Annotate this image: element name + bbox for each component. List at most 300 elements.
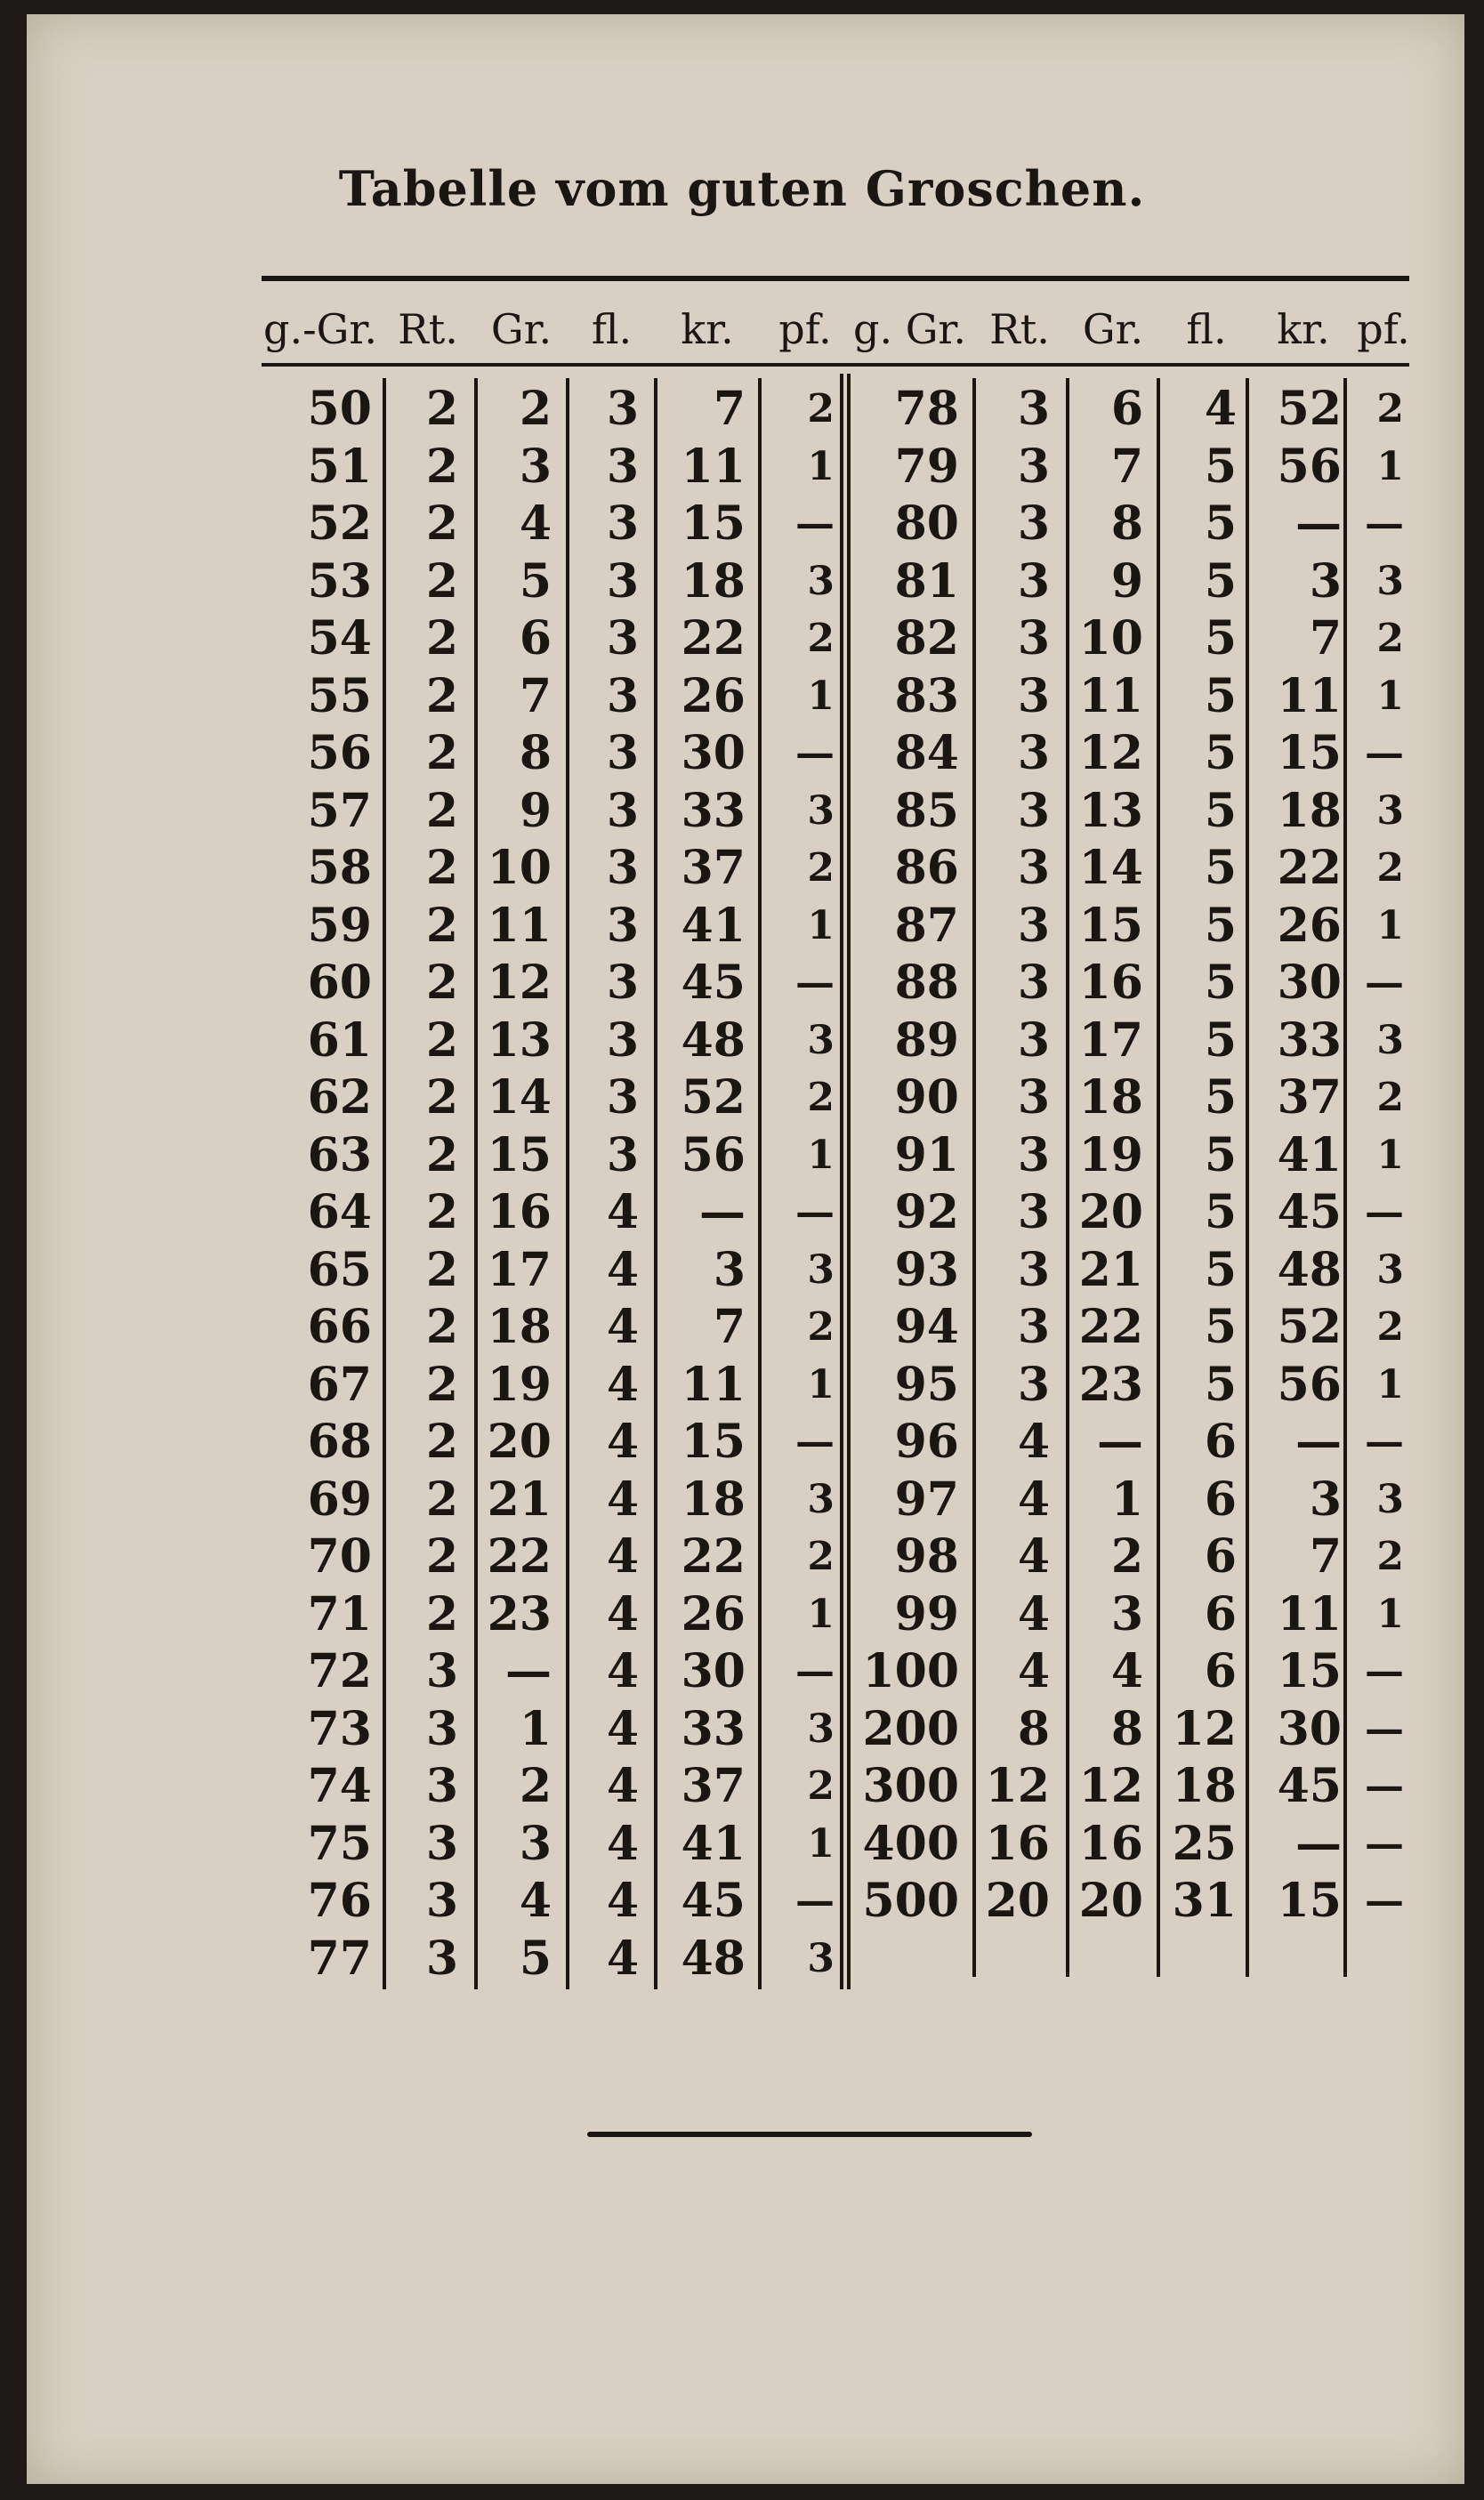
right-cell: 2 xyxy=(1376,616,1404,661)
right-cell: 92 xyxy=(894,1185,959,1239)
left-cell: 71 xyxy=(307,1586,372,1641)
left-cell: 1 xyxy=(807,443,835,489)
right-cell: 6 xyxy=(1204,1644,1237,1698)
right-cell: — xyxy=(1295,1816,1342,1871)
left-cell: 1 xyxy=(519,1701,552,1756)
right-cell: 3 xyxy=(1017,553,1050,609)
left-cell: 21 xyxy=(487,1472,552,1527)
right-cell: 4 xyxy=(1204,382,1237,436)
left-cell: 7 xyxy=(519,668,552,723)
left-cell: 1 xyxy=(807,902,835,948)
left-column-rule xyxy=(474,378,478,1989)
right-cell: 85 xyxy=(894,783,959,838)
right-cell: 5 xyxy=(1204,496,1237,551)
right-cell: 400 xyxy=(862,1816,959,1871)
right-cell: 11 xyxy=(1277,1586,1342,1641)
left-cell: 50 xyxy=(307,382,372,436)
left-cell: — xyxy=(795,1419,835,1464)
right-cell: — xyxy=(1365,1820,1404,1867)
left-cell: 14 xyxy=(487,1070,552,1125)
left-cell: 68 xyxy=(307,1415,372,1469)
right-cell: 4 xyxy=(1017,1472,1050,1527)
left-cell: — xyxy=(795,960,835,1005)
right-cell: 88 xyxy=(894,956,959,1010)
left-cell: 7 xyxy=(713,1300,746,1354)
left-cell: 2 xyxy=(425,496,458,551)
left-cell: 64 xyxy=(307,1185,372,1239)
left-cell: 4 xyxy=(606,1931,639,1986)
right-cell: 33 xyxy=(1277,1012,1342,1068)
left-column-rule xyxy=(383,378,386,1989)
right-cell: 5 xyxy=(1204,1070,1237,1125)
right-cell: 9 xyxy=(1110,553,1143,609)
center-rule xyxy=(840,374,843,1989)
left-cell: 3 xyxy=(606,1012,639,1068)
left-header-4: kr. xyxy=(681,305,734,353)
left-cell: 12 xyxy=(487,956,552,1010)
left-cell: — xyxy=(795,1878,835,1923)
right-cell: 4 xyxy=(1017,1644,1050,1698)
left-cell: 58 xyxy=(307,841,372,895)
right-cell: 31 xyxy=(1172,1874,1237,1928)
left-cell: — xyxy=(795,1190,835,1235)
right-header-5: pf. xyxy=(1357,305,1410,353)
right-cell: 1 xyxy=(1376,1361,1404,1407)
right-cell: 48 xyxy=(1277,1242,1342,1297)
left-cell: — xyxy=(795,1649,835,1694)
right-cell: 3 xyxy=(1017,668,1050,723)
right-cell: 5 xyxy=(1204,1300,1237,1354)
top-rule xyxy=(262,276,1409,281)
left-cell: 3 xyxy=(519,1816,552,1871)
left-cell: 52 xyxy=(307,496,372,551)
left-cell: 15 xyxy=(487,1127,552,1182)
closing-ornament xyxy=(587,2132,1032,2137)
right-cell: 5 xyxy=(1204,439,1237,494)
right-cell: 3 xyxy=(1017,1357,1050,1412)
left-cell: 73 xyxy=(307,1701,372,1756)
right-cell: 20 xyxy=(985,1874,1050,1928)
left-cell: 26 xyxy=(681,668,746,723)
right-cell: 3 xyxy=(1017,1300,1050,1354)
right-cell: 4 xyxy=(1017,1529,1050,1584)
right-cell: 2 xyxy=(1376,1304,1404,1350)
left-cell: 67 xyxy=(307,1357,372,1412)
left-cell: 37 xyxy=(681,841,746,895)
right-cell: 6 xyxy=(1204,1529,1237,1584)
right-cell: 84 xyxy=(894,726,959,780)
left-cell: 3 xyxy=(606,898,639,953)
left-cell: 60 xyxy=(307,956,372,1010)
left-cell: 2 xyxy=(807,1075,835,1120)
left-cell: 3 xyxy=(807,1706,835,1752)
right-cell: 4 xyxy=(1017,1415,1050,1469)
left-cell: 3 xyxy=(606,956,639,1010)
right-cell: 19 xyxy=(1078,1127,1143,1182)
left-cell: 3 xyxy=(807,1246,835,1293)
right-cell: — xyxy=(1365,1419,1404,1464)
right-cell: 3 xyxy=(1309,1472,1342,1527)
left-cell: 8 xyxy=(519,726,552,780)
left-cell: 1 xyxy=(807,1820,835,1867)
right-cell: 52 xyxy=(1277,1300,1342,1354)
right-cell: 97 xyxy=(894,1472,959,1527)
left-cell: 4 xyxy=(606,1300,639,1354)
left-cell: 66 xyxy=(307,1300,372,1354)
right-cell: 8 xyxy=(1110,496,1143,551)
right-cell: 2 xyxy=(1110,1529,1143,1584)
left-cell: 33 xyxy=(681,1701,746,1756)
left-cell: 2 xyxy=(425,783,458,838)
right-cell: 6 xyxy=(1204,1415,1237,1469)
left-cell: 1 xyxy=(807,673,835,719)
left-cell: 1 xyxy=(807,1361,835,1407)
right-cell: 96 xyxy=(894,1415,959,1469)
right-cell: 93 xyxy=(894,1242,959,1297)
right-cell: 3 xyxy=(1376,1246,1404,1293)
right-cell: 2 xyxy=(1376,1075,1404,1120)
right-cell: 80 xyxy=(894,496,959,551)
right-cell: 91 xyxy=(894,1127,959,1182)
right-cell: — xyxy=(1365,1706,1404,1752)
right-cell: 3 xyxy=(1017,783,1050,838)
right-header-1: Rt. xyxy=(989,305,1050,353)
left-cell: 2 xyxy=(425,382,458,436)
left-cell: 11 xyxy=(681,1357,746,1412)
left-cell: 2 xyxy=(425,1012,458,1068)
right-cell: 6 xyxy=(1204,1472,1237,1527)
right-cell: 3 xyxy=(1017,1242,1050,1297)
right-cell: 30 xyxy=(1277,1701,1342,1756)
right-cell: 12 xyxy=(1078,1759,1143,1813)
right-header-2: Gr. xyxy=(1082,305,1144,353)
left-cell: 3 xyxy=(425,1759,458,1813)
right-cell: 11 xyxy=(1078,668,1143,723)
right-cell: 4 xyxy=(1110,1644,1143,1698)
left-header-1: Rt. xyxy=(398,305,458,353)
right-cell: 15 xyxy=(1277,726,1342,780)
left-cell: — xyxy=(505,1644,552,1698)
left-cell: 76 xyxy=(307,1874,372,1928)
right-cell: — xyxy=(1365,501,1404,546)
left-cell: 4 xyxy=(606,1415,639,1469)
right-cell: 30 xyxy=(1277,956,1342,1010)
left-cell: 2 xyxy=(425,1070,458,1125)
right-cell: — xyxy=(1097,1415,1143,1469)
left-cell: 45 xyxy=(681,956,746,1010)
right-column-rule xyxy=(1343,378,1347,1977)
left-cell: 53 xyxy=(307,553,372,609)
right-cell: 3 xyxy=(1017,1070,1050,1125)
right-cell: 3 xyxy=(1017,496,1050,551)
right-cell: 5 xyxy=(1204,611,1237,665)
left-cell: 4 xyxy=(606,1357,639,1412)
left-cell: 6 xyxy=(519,611,552,665)
left-cell: 2 xyxy=(807,1534,835,1579)
right-cell: — xyxy=(1365,1763,1404,1809)
left-cell: 2 xyxy=(425,956,458,1010)
right-cell: 98 xyxy=(894,1529,959,1584)
left-cell: 2 xyxy=(425,668,458,723)
right-cell: 5 xyxy=(1204,841,1237,895)
left-cell: 2 xyxy=(425,553,458,609)
right-cell: 22 xyxy=(1078,1300,1143,1354)
left-cell: 2 xyxy=(807,1763,835,1809)
left-cell: 3 xyxy=(519,439,552,494)
right-cell: 12 xyxy=(985,1759,1050,1813)
left-cell: 3 xyxy=(606,726,639,780)
left-cell: 41 xyxy=(681,898,746,953)
right-cell: 45 xyxy=(1277,1759,1342,1813)
right-column-rule xyxy=(972,378,976,1977)
left-cell: 37 xyxy=(681,1759,746,1813)
left-cell: — xyxy=(795,730,835,776)
left-cell: 2 xyxy=(425,611,458,665)
right-cell: 3 xyxy=(1110,1586,1143,1641)
left-column-rule xyxy=(566,378,569,1989)
right-cell: 6 xyxy=(1110,382,1143,436)
left-cell: 3 xyxy=(606,439,639,494)
left-cell: 4 xyxy=(606,1586,639,1641)
right-cell: 99 xyxy=(894,1586,959,1641)
right-cell: 1 xyxy=(1376,1591,1404,1637)
left-cell: 51 xyxy=(307,439,372,494)
right-cell: 20 xyxy=(1078,1185,1143,1239)
right-cell: 5 xyxy=(1204,1127,1237,1182)
left-cell: 57 xyxy=(307,783,372,838)
left-cell: 20 xyxy=(487,1415,552,1469)
right-cell: 81 xyxy=(894,553,959,609)
right-cell: 82 xyxy=(894,611,959,665)
header-rule xyxy=(262,363,1409,367)
left-cell: 74 xyxy=(307,1759,372,1813)
left-cell: 54 xyxy=(307,611,372,665)
right-cell: 3 xyxy=(1376,1017,1404,1063)
left-cell: 4 xyxy=(606,1472,639,1527)
right-cell: 3 xyxy=(1017,956,1050,1010)
right-cell: 95 xyxy=(894,1357,959,1412)
right-cell: 14 xyxy=(1078,841,1143,895)
left-cell: 22 xyxy=(681,1529,746,1584)
right-cell: 15 xyxy=(1277,1874,1342,1928)
right-header-3: fl. xyxy=(1186,305,1227,353)
right-column-rule xyxy=(1246,378,1249,1977)
left-cell: 4 xyxy=(606,1644,639,1698)
left-cell: 3 xyxy=(713,1242,746,1297)
right-cell: 7 xyxy=(1110,439,1143,494)
left-cell: 15 xyxy=(681,1415,746,1469)
left-column-rule xyxy=(654,378,657,1989)
left-cell: 10 xyxy=(487,841,552,895)
left-cell: 3 xyxy=(425,1874,458,1928)
left-cell: 2 xyxy=(425,1127,458,1182)
left-cell: 3 xyxy=(807,1017,835,1063)
right-cell: 5 xyxy=(1204,1242,1237,1297)
left-header-0: g.-Gr. xyxy=(263,305,377,353)
left-cell: 62 xyxy=(307,1070,372,1125)
right-cell: 5 xyxy=(1204,726,1237,780)
left-cell: 30 xyxy=(681,726,746,780)
right-cell: 18 xyxy=(1277,783,1342,838)
right-cell: 5 xyxy=(1204,783,1237,838)
left-cell: 77 xyxy=(307,1931,372,1986)
right-cell: — xyxy=(1295,496,1342,551)
left-cell: 61 xyxy=(307,1012,372,1068)
right-cell: 3 xyxy=(1376,558,1404,604)
right-cell: 56 xyxy=(1277,439,1342,494)
right-cell: 500 xyxy=(862,1874,959,1928)
right-cell: 2 xyxy=(1376,386,1404,431)
right-cell: 15 xyxy=(1078,898,1143,953)
left-cell: 22 xyxy=(487,1529,552,1584)
left-cell: 2 xyxy=(519,1759,552,1813)
right-cell: 15 xyxy=(1277,1644,1342,1698)
left-header-5: pf. xyxy=(778,305,832,353)
right-cell: 3 xyxy=(1017,1012,1050,1068)
right-header-4: kr. xyxy=(1277,305,1330,353)
right-cell: 3 xyxy=(1376,1476,1404,1522)
right-cell: 11 xyxy=(1277,668,1342,723)
right-cell: 13 xyxy=(1078,783,1143,838)
left-cell: 13 xyxy=(487,1012,552,1068)
right-cell: 1 xyxy=(1376,902,1404,948)
left-cell: 2 xyxy=(425,841,458,895)
left-cell: 3 xyxy=(606,611,639,665)
left-cell: 33 xyxy=(681,783,746,838)
left-cell: 2 xyxy=(807,386,835,431)
right-cell: 25 xyxy=(1172,1816,1237,1871)
left-cell: 2 xyxy=(425,1586,458,1641)
right-cell: — xyxy=(1365,1878,1404,1923)
left-cell: 2 xyxy=(425,1242,458,1297)
right-cell: 4 xyxy=(1017,1586,1050,1641)
left-cell: 3 xyxy=(807,1935,835,1981)
left-cell: 75 xyxy=(307,1816,372,1871)
left-cell: 26 xyxy=(681,1586,746,1641)
left-cell: 5 xyxy=(519,553,552,609)
left-cell: 2 xyxy=(425,1357,458,1412)
right-cell: 3 xyxy=(1017,1185,1050,1239)
left-cell: 4 xyxy=(606,1529,639,1584)
left-cell: 48 xyxy=(681,1012,746,1068)
left-cell: 3 xyxy=(807,787,835,834)
left-cell: 55 xyxy=(307,668,372,723)
left-cell: 2 xyxy=(425,726,458,780)
right-cell: 200 xyxy=(862,1701,959,1756)
page-title: Tabelle vom guten Groschen. xyxy=(338,160,1146,217)
right-cell: 45 xyxy=(1277,1185,1342,1239)
right-cell: 3 xyxy=(1017,726,1050,780)
left-cell: 2 xyxy=(425,1185,458,1239)
left-cell: 4 xyxy=(606,1816,639,1871)
left-header-2: Gr. xyxy=(490,305,552,353)
left-cell: 23 xyxy=(487,1586,552,1641)
left-cell: 72 xyxy=(307,1644,372,1698)
right-cell: 90 xyxy=(894,1070,959,1125)
left-cell: 56 xyxy=(307,726,372,780)
right-cell: 3 xyxy=(1017,439,1050,494)
right-cell: 3 xyxy=(1017,611,1050,665)
left-column-rule xyxy=(758,378,762,1989)
left-cell: 2 xyxy=(425,1472,458,1527)
right-cell: 56 xyxy=(1277,1357,1342,1412)
left-cell: 3 xyxy=(606,1127,639,1182)
right-cell: 8 xyxy=(1110,1701,1143,1756)
right-cell: 1 xyxy=(1376,1132,1404,1178)
right-cell: 16 xyxy=(985,1816,1050,1871)
right-cell: 300 xyxy=(862,1759,959,1813)
left-cell: — xyxy=(795,501,835,546)
right-cell: — xyxy=(1365,960,1404,1005)
left-cell: 2 xyxy=(425,898,458,953)
right-cell: 22 xyxy=(1277,841,1342,895)
left-cell: 3 xyxy=(425,1701,458,1756)
left-cell: 52 xyxy=(681,1070,746,1125)
right-cell: 3 xyxy=(1017,1127,1050,1182)
right-cell: 16 xyxy=(1078,1816,1143,1871)
left-cell: 65 xyxy=(307,1242,372,1297)
left-cell: 3 xyxy=(807,558,835,604)
left-cell: 3 xyxy=(606,553,639,609)
right-cell: 3 xyxy=(1309,553,1342,609)
left-cell: 3 xyxy=(425,1816,458,1871)
left-cell: 4 xyxy=(606,1874,639,1928)
left-cell: 3 xyxy=(425,1931,458,1986)
right-cell: 3 xyxy=(1017,898,1050,953)
right-cell: 86 xyxy=(894,841,959,895)
left-cell: 3 xyxy=(606,496,639,551)
left-cell: 30 xyxy=(681,1644,746,1698)
right-cell: 87 xyxy=(894,898,959,953)
right-cell: 5 xyxy=(1204,1185,1237,1239)
right-cell: 41 xyxy=(1277,1127,1342,1182)
right-cell: 83 xyxy=(894,668,959,723)
right-cell: — xyxy=(1365,1649,1404,1694)
right-cell: 18 xyxy=(1078,1070,1143,1125)
left-cell: 70 xyxy=(307,1529,372,1584)
left-cell: 19 xyxy=(487,1357,552,1412)
left-cell: 2 xyxy=(425,439,458,494)
right-cell: 12 xyxy=(1078,726,1143,780)
left-cell: 2 xyxy=(519,382,552,436)
right-cell: 1 xyxy=(1110,1472,1143,1527)
left-cell: 4 xyxy=(606,1701,639,1756)
left-cell: 3 xyxy=(606,783,639,838)
left-cell: 48 xyxy=(681,1931,746,1986)
right-cell: 8 xyxy=(1017,1701,1050,1756)
right-cell: 17 xyxy=(1078,1012,1143,1068)
left-cell: 1 xyxy=(807,1132,835,1178)
right-column-rule xyxy=(1157,378,1160,1977)
right-cell: 26 xyxy=(1277,898,1342,953)
left-cell: 15 xyxy=(681,496,746,551)
right-cell: 20 xyxy=(1078,1874,1143,1928)
right-cell: 16 xyxy=(1078,956,1143,1010)
left-cell: 18 xyxy=(681,553,746,609)
right-cell: 5 xyxy=(1204,956,1237,1010)
left-cell: 9 xyxy=(519,783,552,838)
right-cell: 5 xyxy=(1204,553,1237,609)
left-cell: 2 xyxy=(425,1415,458,1469)
right-cell: 7 xyxy=(1309,611,1342,665)
left-cell: 3 xyxy=(425,1644,458,1698)
left-cell: 2 xyxy=(425,1300,458,1354)
right-cell: 89 xyxy=(894,1012,959,1068)
left-cell: 56 xyxy=(681,1127,746,1182)
left-cell: 3 xyxy=(606,841,639,895)
left-cell: 3 xyxy=(606,668,639,723)
right-cell: 3 xyxy=(1017,382,1050,436)
